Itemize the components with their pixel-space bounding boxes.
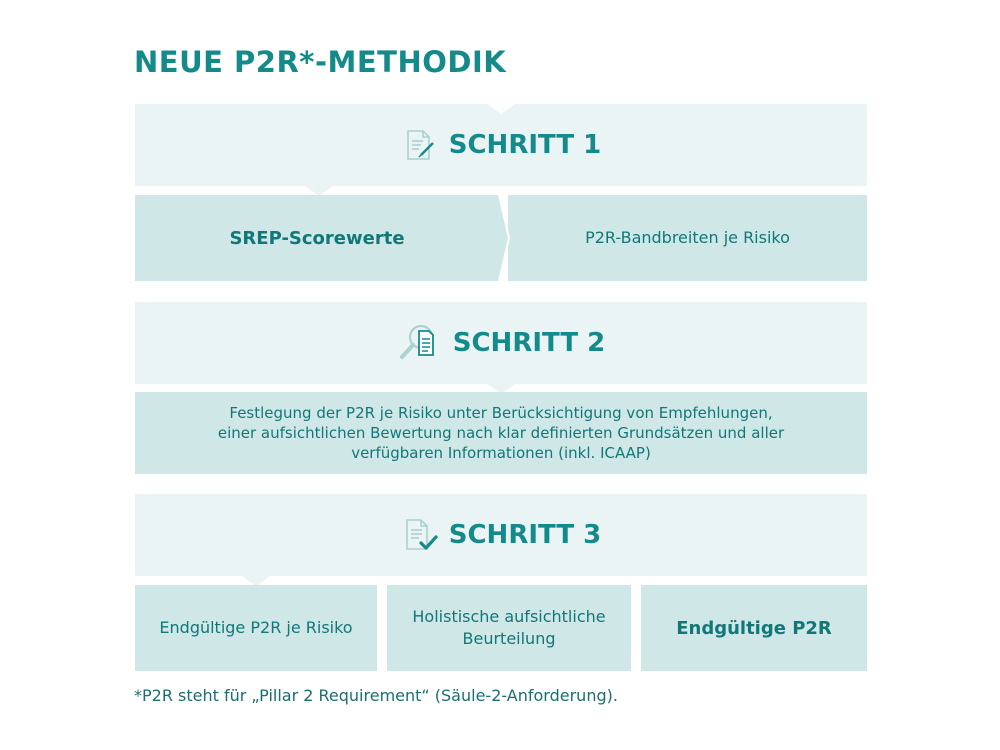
box-text: Endgültige P2R xyxy=(676,617,832,639)
document-magnifier-icon xyxy=(397,323,441,363)
box-line: Beurteilung xyxy=(462,629,556,648)
connector-notch xyxy=(487,104,515,114)
box-text: SREP-Scorewerte xyxy=(229,227,405,249)
step-3-box-holistisch xyxy=(387,585,631,671)
document-check-icon xyxy=(401,517,437,553)
document-pen-icon xyxy=(401,127,437,163)
box-text: P2R-Bandbreiten je Risiko xyxy=(585,228,790,247)
step-2-box-festlegung xyxy=(135,392,867,474)
box-text: Endgültige P2R je Risiko xyxy=(159,618,353,637)
footnote: *P2R steht für „Pillar 2 Requirement“ (Säule-2-Anforderung). xyxy=(134,686,618,705)
box-line: Festlegung der P2R je Risiko unter Berücksichtigung von Empfehlungen, xyxy=(229,404,773,422)
box-line: einer aufsichtlichen Bewertung nach klar definierten Grundsätzen und aller xyxy=(217,424,785,442)
step-1-label: SCHRITT 1 xyxy=(448,130,602,160)
step-1-box-srep xyxy=(135,195,499,281)
step-3-box-endgueltig-p2r xyxy=(641,585,867,671)
chevron-divider xyxy=(498,195,510,281)
step-1-box-bandbreiten xyxy=(508,195,867,281)
box-line: Holistische aufsichtliche xyxy=(412,607,606,626)
step-2-header xyxy=(135,302,867,384)
step-3-label: SCHRITT 3 xyxy=(448,520,602,550)
box-line: verfügbaren Informationen (inkl. ICAAP) xyxy=(351,444,651,462)
step-2-label: SCHRITT 2 xyxy=(452,328,606,358)
step-3-box-endgueltig-risiko xyxy=(135,585,377,671)
page-title: NEUE P2R*-METHODIK xyxy=(134,45,507,79)
step-3-header xyxy=(135,494,867,576)
step-1-header xyxy=(135,104,867,186)
